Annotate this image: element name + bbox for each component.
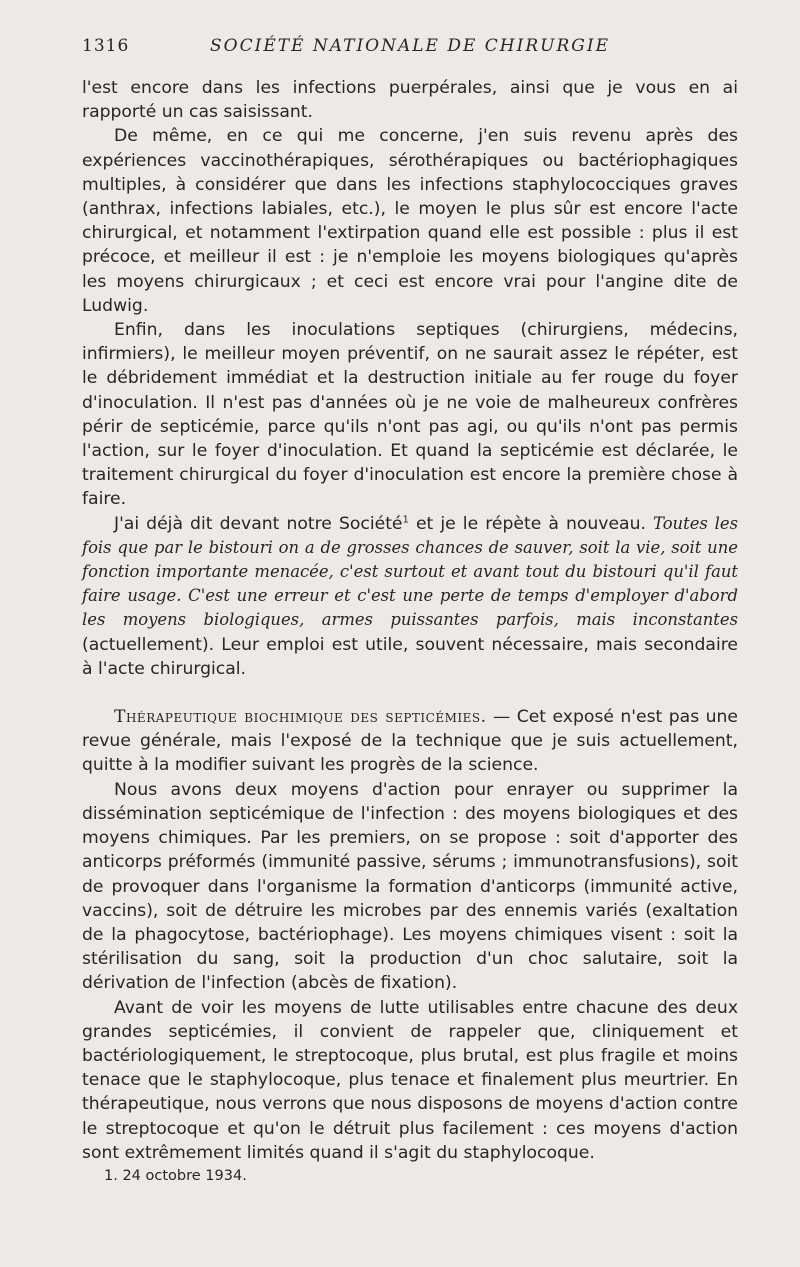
paragraph-3: Enfin, dans les inoculations septiques (chirurgiens, médecins, infirmiers), le meilleur moyen préventif, on ne saurait assez le répéter, est le débridement immédiat et la destruction initiale au fer rouge du foyer d'inoculation. Il n'est pas d'années où je ne voie de malheureux confrères périr de septicémie, parce qu'ils n'ont pas agi, ou qu'ils n'ont pas permis l'action, sur le foyer d'inoculation. Et quand la septicémie est déclarée, le traitement chirurgical du foyer d'inoculation est encore la première chose à faire. xyxy=(82,320,738,510)
footnote-text: 24 octobre 1934. xyxy=(117,1168,247,1184)
footnote-reference: 1 xyxy=(402,513,409,525)
paragraph-5 xyxy=(82,705,738,778)
footnote xyxy=(104,1168,247,1184)
paragraph-5-rest: — Cet exposé n'est pas une revue générale, mais l'exposé de la technique que je suis actuellement, quitte à la modifier suivant les progrès de la science. xyxy=(82,707,738,776)
paragraph-4-start: J'ai déjà dit devant notre Société xyxy=(114,513,403,534)
paragraph-4-end: (actuellement). Leur emploi est utile, souvent nécessaire, mais secondaire à l'acte chirurgical. xyxy=(82,634,738,679)
paragraph-4-mid: et je le répète à nouveau. xyxy=(408,513,654,534)
page-number: 1316 xyxy=(82,36,130,56)
paragraph-4 xyxy=(82,512,738,681)
body-text xyxy=(82,76,738,1165)
section-heading: Thérapeutique biochimique des septicémies. xyxy=(114,707,487,728)
paragraph-7: Avant de voir les moyens de lutte utilisables entre chacune des deux grandes septicémies, il convient de rappeler que, cliniquement et bactériologiquement, le streptocoque, plus brutal, est plus fragile et moins tenace que le staphylocoque, plus tenace et finalement plus meurtrier. En thérapeutique, nous verrons que nous disposons de moyens d'action contre le streptocoque et qu'on le détruit plus facilement : ces moyens d'action sont extrêmement limités quand il s'agit du staphylocoque. xyxy=(82,997,738,1163)
running-title: SOCIÉTÉ NATIONALE DE CHIRURGIE xyxy=(210,36,610,56)
page-header xyxy=(82,36,738,60)
paragraph-6: Nous avons deux moyens d'action pour enrayer ou supprimer la dissémination septicémique de l'infection : des moyens biologiques et des moyens chimiques. Par les premiers, on se propose : soit d'apporter des anticorps préformés (immunité passive, sérums ; immunotransfusions), soit de provoquer dans l'organisme la formation d'anticorps (immunité active, vaccins), soit de détruire les microbes par des ennemis variés (exaltation de la phagocytose, bactériophage). Les moyens chimiques visent : soit la stérilisation du sang, soit la production d'un choc salutaire, soit la dérivation de l'infection (abcès de fixation). xyxy=(82,779,738,994)
footnote-marker: 1. xyxy=(104,1168,118,1184)
paragraph-2: De même, en ce qui me concerne, j'en suis revenu après des expériences vaccinothérapiques, sérothérapiques ou bactériophagiques multiples, à considérer que dans les infections staphylococciques graves (anthrax, infections labiales, etc.), le moyen le plus sûr est encore l'acte chirurgical, et notamment l'extirpation quand elle est possible : plus il est précoce, et meilleur il est : je n'emploie les moyens biologiques qu'après les moyens chirurgicaux ; et ceci est encore vrai pour l'angine dite de Ludwig. xyxy=(82,126,738,316)
paragraph-4-italic: Toutes les fois que par le bistouri on a de grosses chances de sauver, soit la vie, soit une fonction importante menacée, c'est surtout et avant tout du bistouri qu'il faut faire usage. C'est une erreur et c'est une perte de temps d'employer d'abord les moyens biologiques, armes puissantes parfois, mais inconstantes xyxy=(82,513,738,630)
paragraph-1: l'est encore dans les infections puerpérales, ainsi que je vous en ai rapporté un cas saisissant. xyxy=(82,78,738,123)
